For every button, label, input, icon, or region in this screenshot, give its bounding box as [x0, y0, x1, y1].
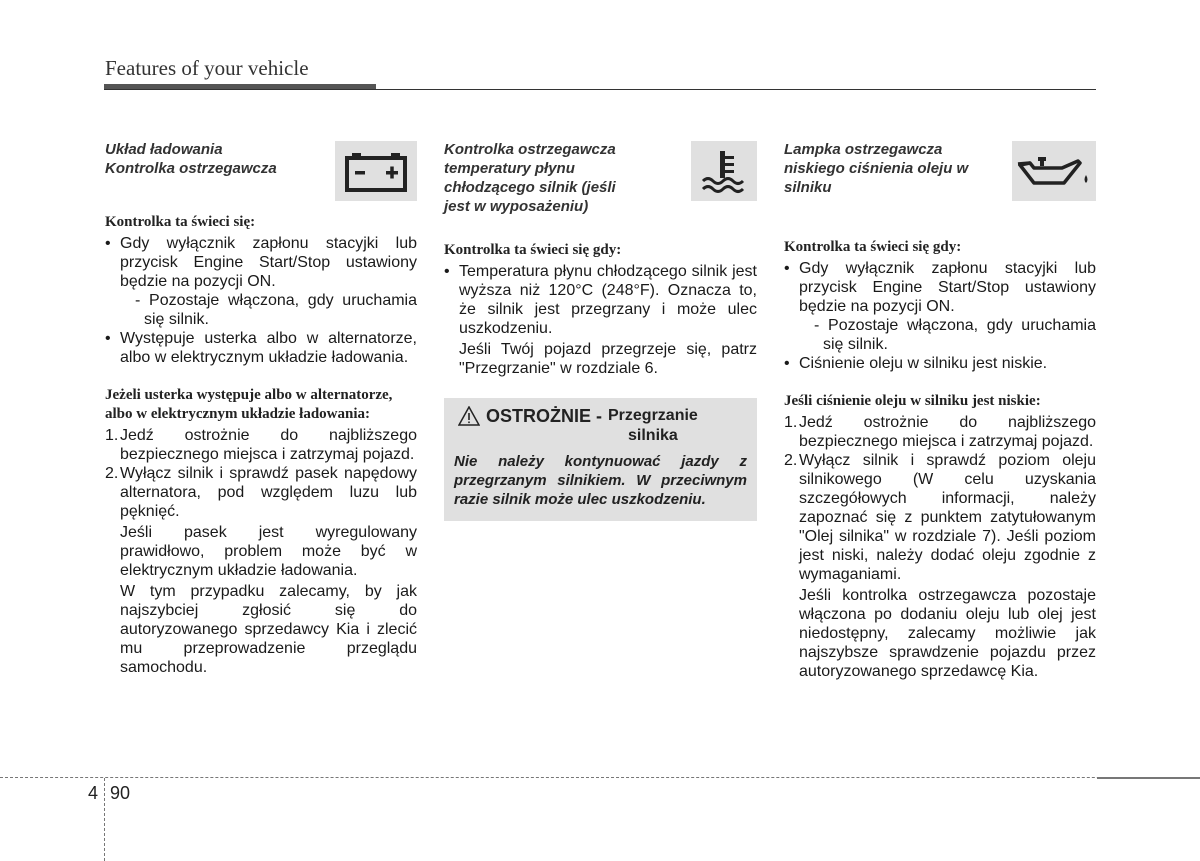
step-number: 1.	[105, 427, 119, 444]
bullet-list	[784, 259, 1096, 373]
coolant-temperature-icon	[691, 141, 757, 201]
list-item	[105, 234, 417, 329]
continuation-paragraph: Jeśli kontrolka ostrzegawcza pozostaje włączona po dodaniu oleju lub olej jest niedostępny, zalecamy możliwie jak najszybsze sprawdzenie pojazdu przez autoryzowanego sprzedawcę Kia.	[799, 587, 1096, 680]
step-number: 1.	[784, 414, 798, 431]
page-header-title: Features of your vehicle	[105, 56, 309, 80]
caution-title	[608, 406, 698, 446]
list-item	[784, 451, 1096, 681]
section-title-line: Kontrolka ostrzegawcza	[444, 141, 616, 158]
step-text: Jedź ostrożnie do najbliższego bezpiecznego miejsca i zatrzymaj pojazd.	[799, 414, 1096, 450]
list-item-text: Gdy wyłącznik zapłonu stacyjki lub przycisk Engine Start/Stop ustawiony będzie na pozycji ON.	[799, 260, 1096, 315]
subheading: Kontrolka ta świeci się gdy:	[784, 239, 962, 255]
numbered-list	[105, 426, 417, 677]
list-item: • Występuje usterka albo w alternatorze, albo w elektrycznym układzie ładowania.	[105, 329, 417, 367]
caution-label: OSTROŻNIE -	[486, 406, 602, 426]
section-title-line: chłodzącego silnik (jeśli	[444, 179, 616, 196]
section-title-line: Lampka ostrzegawcza	[784, 141, 943, 158]
step-number: 2.	[784, 452, 798, 469]
continuation-paragraph: Jeśli Twój pojazd przegrzeje się, patrz "Przegrzanie" w rozdziale 6.	[459, 341, 757, 377]
list-item	[444, 262, 757, 378]
bullet-list	[105, 234, 417, 367]
subheading: Jeżeli usterka występuje albo w alternatorze, albo w elektrycznym układzie ładowania:	[105, 387, 393, 422]
section-title-line: niskiego ciśnienia oleju w	[784, 160, 969, 177]
list-item: • Ciśnienie oleju w silniku jest niskie.	[784, 354, 1096, 373]
caution-title-line: Przegrzanie	[608, 407, 698, 424]
section-coolant-temperature	[444, 138, 757, 521]
section-header	[784, 138, 1096, 238]
footer-rule-accent	[1097, 777, 1200, 779]
list-item	[105, 464, 417, 677]
caution-box	[444, 398, 757, 521]
section-title-line: temperatury płynu	[444, 160, 575, 177]
numbered-list	[784, 413, 1096, 681]
list-item-text: Temperatura płynu chłodzącego silnik jest wyższa niż 120°C (248°F). Oznacza to, że silnik jest przegrzany i może ulec uszkodzeniu.	[459, 263, 757, 337]
section-charging-system	[105, 138, 417, 677]
list-item	[105, 426, 417, 464]
section-title-line: Kontrolka ostrzegawcza	[105, 160, 277, 177]
footer-rule	[0, 777, 1200, 778]
continuation-paragraph: W tym przypadku zalecamy, by jak najszybciej zgłosić się do autoryzowanego sprzedawcy Kia i zlecić mu przeprowadzenie przeglądu samochodu.	[120, 583, 417, 676]
caution-text: Nie należy kontynuować jazdy z przegrzanym silnikiem. W przeciwnym razie silnik może ulec uszkodzeniu.	[454, 453, 747, 508]
step-text: Wyłącz silnik i sprawdź poziom oleju silnikowego (W celu uzyskania szczegółowych informacji, należy zapoznać się z punktem zatytułowanym "Olej silnika" w rozdziale 7). Jeśli poziom jest niski, należy dodać oleju zgodnie z wymaganiami.	[799, 452, 1096, 583]
step-text: Wyłącz silnik i sprawdź pasek napędowy alternatora, pod względem luzu lub pęknięć.	[120, 465, 417, 520]
step-text: Jedź ostrożnie do najbliższego bezpiecznego miejsca i zatrzymaj pojazd.	[120, 427, 417, 463]
section-title	[105, 140, 277, 178]
chapter-number: 4	[88, 783, 99, 803]
section-title-line: jest w wyposażeniu)	[444, 198, 589, 215]
list-item	[784, 413, 1096, 451]
battery-icon	[335, 141, 417, 201]
section-title	[784, 140, 968, 197]
section-title	[444, 140, 616, 216]
subheading: Kontrolka ta świeci się gdy:	[444, 242, 622, 258]
step-number: 2.	[105, 465, 119, 482]
bullet-list	[444, 262, 757, 378]
header-rule	[104, 89, 1096, 90]
sub-item: - Pozostaje włączona, gdy uruchamia się silnik.	[135, 292, 417, 328]
page-number: 90	[110, 783, 131, 803]
warning-triangle-icon	[458, 406, 480, 431]
subheading: Kontrolka ta świeci się:	[105, 214, 256, 230]
footer-divider	[104, 778, 105, 861]
section-header	[105, 138, 417, 213]
list-item	[784, 259, 1096, 354]
caution-header	[454, 406, 747, 446]
oil-pressure-icon	[1012, 141, 1096, 201]
section-title-line: Układ ładowania	[105, 141, 223, 158]
sub-item: - Pozostaje włączona, gdy uruchamia się silnik.	[814, 317, 1096, 353]
subheading: Jeśli ciśnienie oleju w silniku jest niskie:	[784, 393, 1041, 409]
caution-title-line: silnika	[628, 427, 678, 444]
section-title-line: silniku	[784, 179, 832, 196]
section-header	[444, 138, 757, 241]
continuation-paragraph: Jeśli pasek jest wyregulowany prawidłowo, problem może być w elektrycznym układzie ładowania.	[120, 524, 417, 579]
list-item-text: Gdy wyłącznik zapłonu stacyjki lub przycisk Engine Start/Stop ustawiony będzie na pozycji ON.	[120, 235, 417, 290]
section-oil-pressure	[784, 138, 1096, 681]
